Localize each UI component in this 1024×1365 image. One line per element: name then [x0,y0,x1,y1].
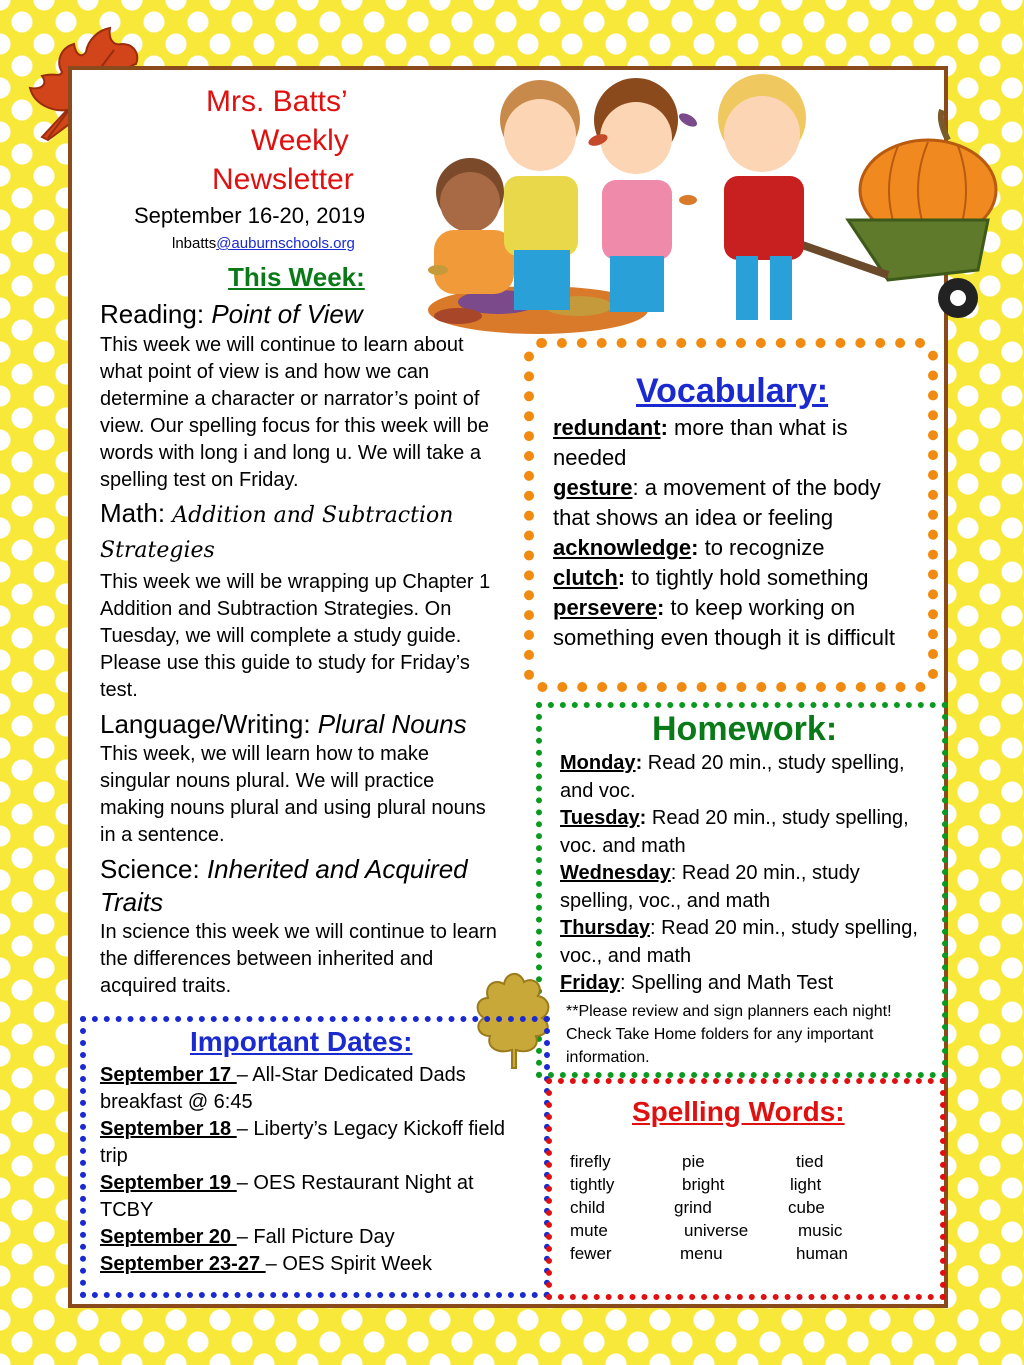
spelling-word: light [790,1175,822,1194]
important-dates-heading: Important Dates: [190,1026,413,1057]
spelling-word: fewer [570,1244,612,1263]
vocab-entry: redundant: more than what is needed [553,415,848,470]
vocabulary-heading: Vocabulary: [636,372,829,410]
spelling-word: mute [570,1221,608,1240]
newsletter-date: September 16-20, 2019 [134,203,366,228]
spelling-word: human [796,1244,848,1263]
child-pink-shirt [594,78,678,312]
spelling-word: cube [788,1198,825,1217]
homework-heading: Homework: [652,710,838,748]
spelling-row [570,1173,910,1196]
spelling-word: grind [674,1198,712,1217]
child-sitting [434,158,514,294]
spelling-word: music [798,1221,843,1240]
this-week-heading: This Week: [228,262,365,292]
vocabulary-list [553,413,923,653]
spelling-row [570,1242,910,1265]
language-heading: Language/Writing: Plural Nouns [100,709,467,739]
important-dates-list [100,1062,530,1278]
date-entry: September 19 – OES Restaurant Night at TCBY [100,1172,474,1221]
teacher-email [172,235,355,252]
homework-list [560,750,930,1069]
spelling-row [570,1219,910,1242]
reading-heading: Reading: Point of View [100,299,363,329]
date-entry: September 18 – Liberty’s Legacy Kickoff field trip [100,1118,506,1167]
spelling-words-grid [570,1150,910,1265]
homework-entry: Thursday: Read 20 min., study spelling, voc., and math [560,917,918,967]
vocab-entry: clutch: to tightly hold something [553,565,869,590]
email-prefix: lnbatts [172,235,217,252]
spelling-word: child [570,1198,605,1217]
spelling-row [570,1196,910,1219]
vocab-entry: gesture: a movement of the body that shows an idea or feeling [553,475,881,530]
spelling-word: bright [682,1175,725,1194]
vocab-entry: acknowledge: to recognize [553,535,825,560]
title-line-1: Mrs. Batts’ [206,85,348,118]
math-heading: Math: Addition and Subtraction Strategies [100,498,454,563]
homework-entry: Friday: Spelling and Math Test [560,972,834,994]
this-week-column [100,298,504,997]
spelling-word: universe [684,1221,749,1240]
homework-entry: Tuesday: Read 20 min., study spelling, voc. and math [560,807,909,857]
child-red-shirt [718,74,806,320]
spelling-word: tightly [570,1175,615,1194]
math-text: This week we will be wrapping up Chapter 1 Addition and Subtraction Strategies. On Tuesday, we will complete a study guide. Please use this guide to study for Friday’s test. [100,571,491,701]
date-entry: September 23-27 – OES Spirit Week [100,1253,432,1275]
vocab-entry: persevere: to keep working on something even though it is difficult [553,595,896,650]
date-entry: September 17 – All-Star Dedicated Dads breakfast @ 6:45 [100,1064,466,1113]
title-line-3: Newsletter [212,163,354,196]
reading-text: This week we will continue to learn about what point of view is and how we can determine a character or narrator’s point of view. Our spelling focus for this week will be words with long i and long u. We will take a spelling test on Friday. [100,334,490,491]
spelling-word: menu [680,1244,723,1263]
homework-note: **Please review and sign planners each night! Check Take Home folders for any important information. [566,1002,892,1066]
pumpkin-wheelbarrow [788,110,996,318]
spelling-word: firefly [570,1152,611,1171]
spelling-word: tied [796,1152,824,1171]
science-heading: Science: Inherited and Acquired Traits [100,854,468,917]
spelling-words-heading: Spelling Words: [632,1096,845,1127]
date-entry: September 20 – Fall Picture Day [100,1226,395,1248]
homework-entry: Monday: Read 20 min., study spelling, and voc. [560,752,905,802]
homework-entry: Wednesday: Read 20 min., study spelling, voc., and math [560,862,860,912]
email-link[interactable]: @auburnschools.org [216,235,355,252]
autumn-children-illustration [418,80,998,340]
spelling-row [570,1150,910,1173]
science-text: In science this week we will continue to learn the differences between inherited and acquired traits. [100,921,497,997]
title-line-2: Weekly [251,124,349,157]
spelling-word: pie [682,1152,705,1171]
language-text: This week, we will learn how to make singular nouns plural. We will practice making nouns plural and using plural nouns in a sentence. [100,743,486,846]
